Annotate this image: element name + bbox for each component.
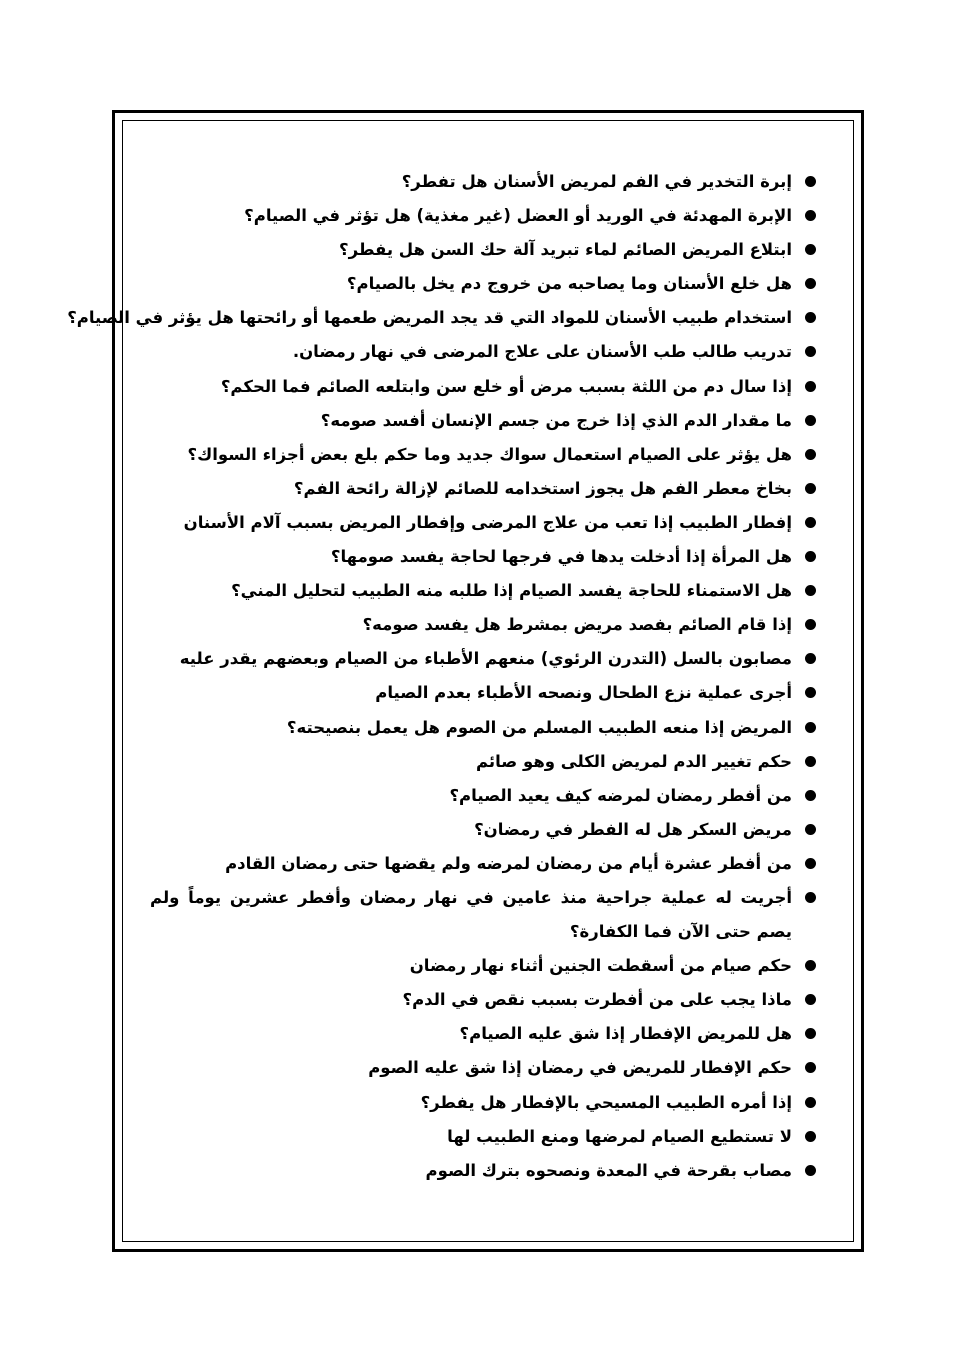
bullet-icon [805, 551, 816, 562]
list-item [150, 335, 820, 369]
list-item [150, 233, 820, 267]
question-text: ابتلاع المريض الصائم لماء تبريد آلة حك السن هل يفطر؟ [339, 240, 792, 260]
list-item [67, 301, 820, 335]
question-text: هل الاستمناء للحاجة يفسد الصيام إذا طلبه منه الطبيب لتحليل المني؟ [231, 581, 792, 601]
bullet-icon [805, 312, 816, 323]
question-text: حكم الإفطار للمريض في رمضان إذا شق عليه الصوم [368, 1058, 792, 1078]
bullet-icon [805, 585, 816, 596]
bullet-icon [805, 1131, 816, 1142]
bullet-icon [805, 892, 816, 903]
question-text: المريض إذا منعه الطبيب المسلم من الصوم هل يعمل بنصيحته؟ [286, 717, 792, 737]
list-item [150, 608, 820, 642]
question-text: بخاخ معطر الفم هل يجوز استخدامه للصائم لإزالة رائحة الفم؟ [293, 478, 792, 498]
list-item [150, 1154, 820, 1188]
question-text: أجرى عملية نزع الطحال ونصحه الأطباء بعدم الصيام [375, 683, 792, 703]
bullet-icon [805, 1165, 816, 1176]
list-item [150, 472, 820, 506]
bullet-icon [805, 960, 816, 971]
list-item [150, 540, 820, 574]
question-text: إذا أمره الطبيب المسيحي بالإفطار هل يفطر؟ [420, 1092, 792, 1112]
list-item [150, 267, 820, 301]
list-item [150, 949, 820, 983]
list-item [150, 881, 820, 949]
question-text: من أفطر رمضان لمرضه كيف يعيد الصيام؟ [449, 785, 792, 805]
list-item [150, 1120, 820, 1154]
question-text: إذا سال دم من اللثة بسبب مرض أو خلع سن وابتلعه الصائم فما الحكم؟ [220, 376, 792, 396]
bullet-icon [805, 483, 816, 494]
bullet-icon [805, 619, 816, 630]
question-text: الإبرة المهدئة في الوريد أو العضل (غير مغذية) هل تؤثر في الصيام؟ [244, 206, 792, 226]
bullet-icon [805, 858, 816, 869]
list-item [150, 574, 820, 608]
question-text: حكم تغيير الدم لمريض الكلى وهو صائم [475, 751, 792, 771]
bullet-icon [805, 790, 816, 801]
bullet-icon [805, 244, 816, 255]
question-text: من أفطر عشرة أيام من رمضان لمرضه ولم يقضها حتى رمضان القادم [225, 853, 792, 873]
list-item [150, 676, 820, 710]
list-item [150, 847, 820, 881]
question-list [67, 165, 820, 1188]
list-item [150, 983, 820, 1017]
list-item [150, 438, 820, 472]
question-text: هل المرأة إذا أدخلت يدها في فرجها لحاجة يفسد صومها؟ [330, 547, 792, 567]
list-item [150, 745, 820, 779]
list-item [150, 1051, 820, 1085]
bullet-icon [805, 687, 816, 698]
bullet-icon [805, 722, 816, 733]
list-item [150, 711, 820, 745]
bullet-icon [805, 824, 816, 835]
list-item [150, 1017, 820, 1051]
bullet-icon [805, 449, 816, 460]
question-text: حكم صيام من أسقطت الجنين أثناء نهار رمضان [409, 956, 792, 976]
question-text: أجريت له عملية جراحية منذ عامين في نهار رمضان وأفطر عشرين يوماً ولم يصم حتى الآن فما الكفارة؟ [150, 887, 792, 942]
question-text: مصاب بقرحة في المعدة ونصحوه بترك الصوم [425, 1160, 792, 1180]
bullet-icon [805, 415, 816, 426]
list-item [150, 404, 820, 438]
bullet-icon [805, 346, 816, 357]
list-item [150, 370, 820, 404]
question-text: ماذا يجب على من أفطرت بسبب نقص في الدم؟ [402, 990, 792, 1010]
list-item [150, 1086, 820, 1120]
bullet-icon [805, 1097, 816, 1108]
bullet-icon [805, 756, 816, 767]
bullet-icon [805, 1028, 816, 1039]
bullet-icon [805, 176, 816, 187]
question-text: ما مقدار الدم الذي إذا خرج من جسم الإنسان أفسد صومه؟ [320, 410, 792, 430]
question-text: مريض السكر هل له الفطر في رمضان؟ [474, 819, 792, 839]
list-item [150, 199, 820, 233]
bullet-icon [805, 994, 816, 1005]
bullet-icon [805, 210, 816, 221]
list-item [150, 779, 820, 813]
question-text: هل للمريض الإفطار إذا شق عليه الصيام؟ [459, 1024, 792, 1044]
question-text: إبرة التخدير في الفم لمريض الأسنان هل تفطر؟ [401, 172, 792, 191]
bullet-icon [805, 381, 816, 392]
question-text: استخدام طبيب الأسنان للمواد التي قد يجد المريض طعمها أو رائحتها هل يؤثر في الصيام؟ [67, 308, 792, 328]
bullet-icon [805, 517, 816, 528]
list-item [150, 813, 820, 847]
question-text: هل خلع الأسنان وما يصاحبه من خروج دم يخل بالصيام؟ [346, 274, 792, 294]
bullet-icon [805, 653, 816, 664]
question-text: إفطار الطبيب إذا تعب من علاج المرضى وإفطار المريض بسبب آلام الأسنان [183, 512, 792, 532]
bullet-icon [805, 1062, 816, 1073]
question-text: تدريب طالب طب الأسنان على علاج المرضى في نهار رمضان. [292, 342, 792, 362]
question-text: مصابون بالسل (التدرن الرئوي) منعهم الأطباء من الصيام وبعضهم يقدر عليه [179, 649, 792, 669]
question-text: إذا قام الصائم بفصد مريض بمشرط هل يفسد صومه؟ [362, 615, 792, 635]
list-item [150, 642, 820, 676]
bullet-icon [805, 278, 816, 289]
list-item [150, 165, 820, 199]
question-text: هل يؤثر على الصيام استعمال سواك جديد وما حكم بلع بعض أجزاء السواك؟ [187, 444, 792, 464]
question-text: لا تستطيع الصيام لمرضها ومنع الطبيب لها [447, 1126, 792, 1146]
list-item [150, 506, 820, 540]
